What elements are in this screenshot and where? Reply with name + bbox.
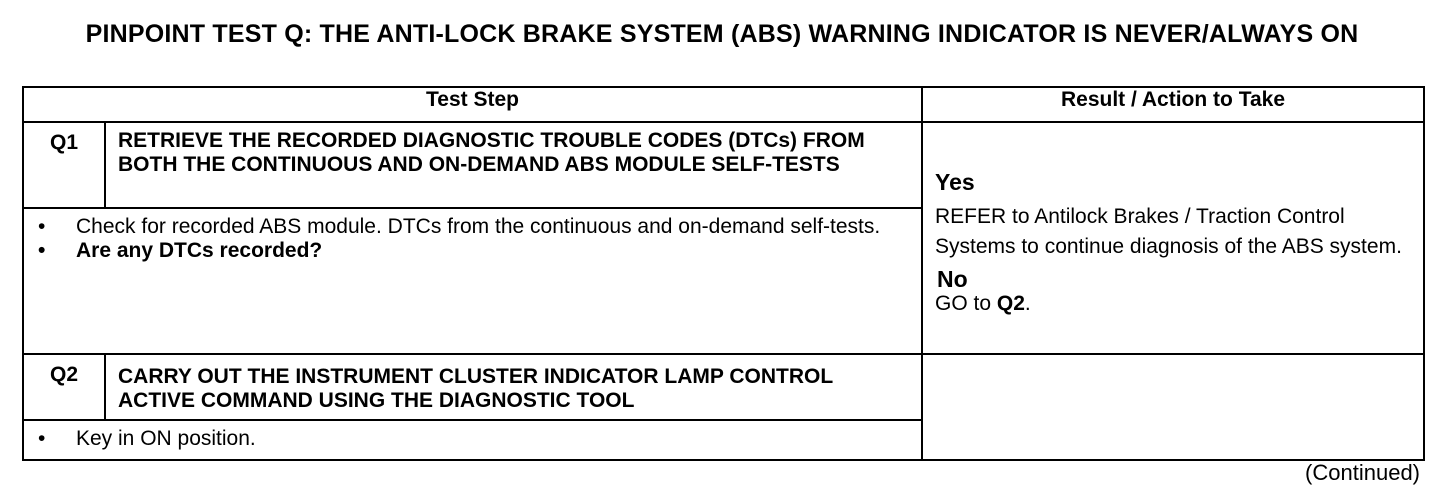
result-no-suffix: . (1024, 292, 1031, 315)
bullet-item-question: • Are any DTCs recorded? (38, 239, 911, 263)
result-no-label: No (937, 266, 968, 292)
result-header: Result / Action to Take (922, 87, 1424, 122)
step-detail-q1 (23, 208, 922, 354)
bullet-item: • Check for recorded ABS module. DTCs from the continuous and on-demand self-tests. (38, 215, 911, 239)
step-detail-q2 (23, 420, 922, 460)
continued-label: (Continued) (1305, 460, 1420, 485)
header-row (23, 87, 1424, 122)
step-bullets-q2 (38, 427, 911, 451)
result-no-prefix: GO to (935, 292, 997, 315)
bullet-item: • Key in ON position. (38, 427, 911, 451)
step-title-q1: RETRIEVE THE RECORDED DIAGNOSTIC TROUBLE CODES (DTCs) FROM BOTH THE CONTINUOUS AND ON-DEMAND ABS MODULE SELF-TESTS (105, 122, 922, 208)
pinpoint-test-table (22, 86, 1425, 461)
result-cell-q2 (922, 354, 1424, 460)
result-cell-q1 (922, 122, 1424, 354)
step-q2-title-row (23, 354, 1424, 420)
result-yes-text: REFER to Antilock Brakes / Traction Control Systems to continue diagnosis of the ABS system. (935, 205, 1402, 258)
result-no-text (935, 292, 1411, 316)
step-bullets-q1 (38, 215, 911, 263)
step-id-q1: Q1 (23, 122, 105, 208)
page-title: PINPOINT TEST Q: THE ANTI-LOCK BRAKE SYSTEM (ABS) WARNING INDICATOR IS NEVER/ALWAYS ON (85, 20, 1359, 48)
test-step-header: Test Step (23, 87, 922, 122)
result-no-target: Q2 (996, 292, 1025, 315)
step-q1-title-row (23, 122, 1424, 208)
result-yes-label: Yes (935, 169, 975, 195)
step-id-q2: Q2 (23, 354, 105, 420)
step-title-q2: CARRY OUT THE INSTRUMENT CLUSTER INDICATOR LAMP CONTROL ACTIVE COMMAND USING THE DIAGNOSTIC TOOL (105, 354, 922, 420)
